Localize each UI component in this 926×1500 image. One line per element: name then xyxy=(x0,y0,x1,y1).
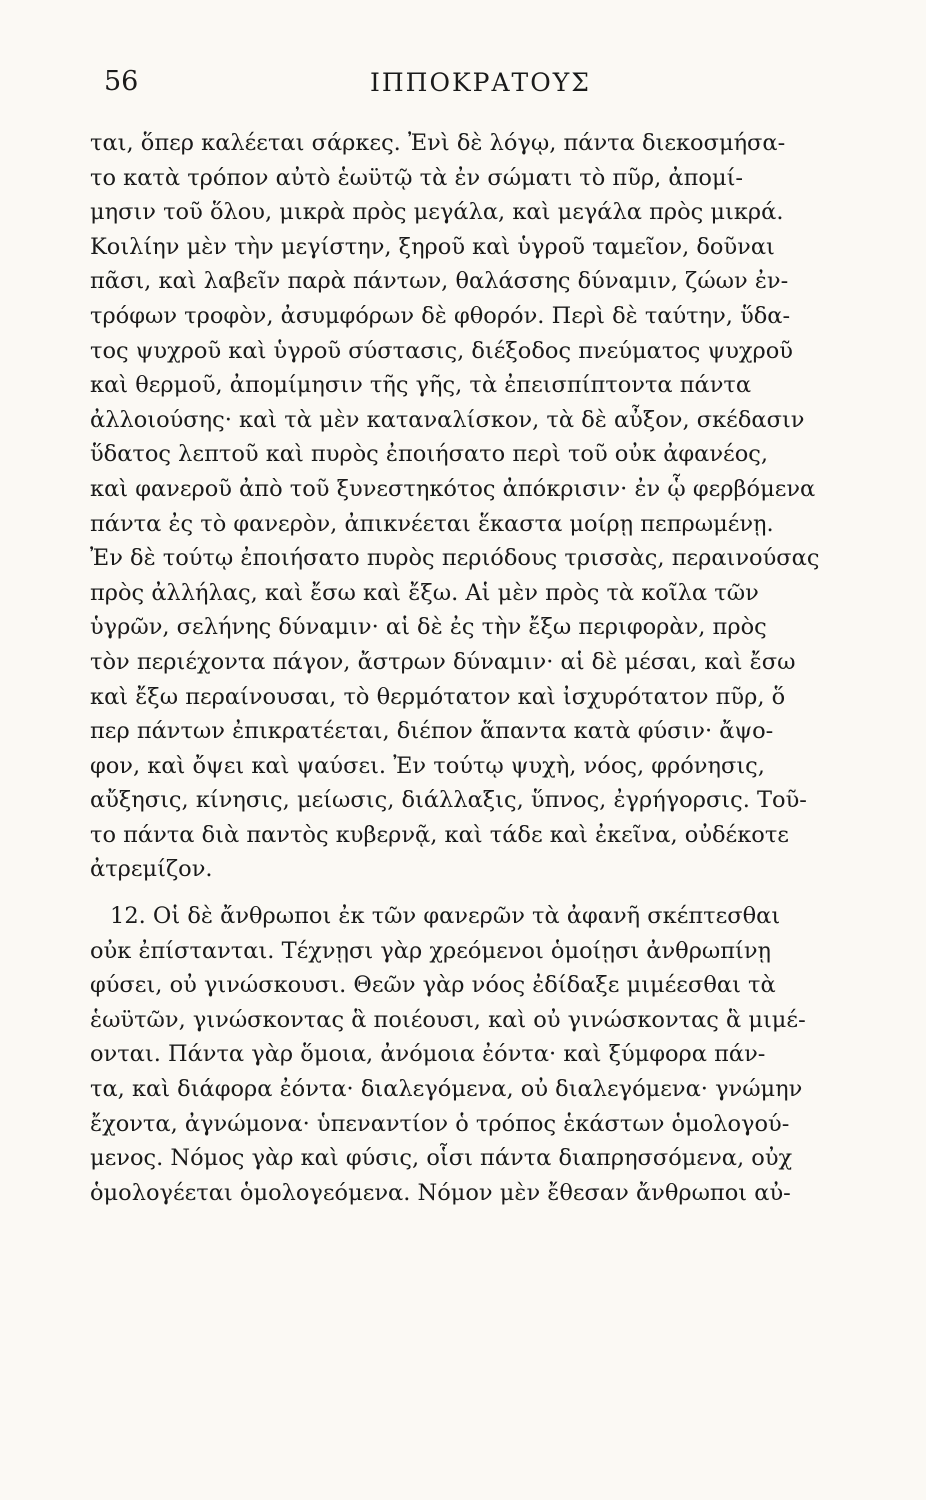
text-line: ἔχοντα, ἀγνώμονα· ὑπεναντίον ὁ τρόπος ἑκάστων ὁμολογού- xyxy=(90,1110,790,1137)
running-head: ΙΠΠΟΚΡΑΤΟΥΣ xyxy=(370,68,591,97)
paragraph-2 xyxy=(90,899,828,1210)
text-line: ἀλλοιούσης· καὶ τὰ μὲν καταναλίσκον, τὰ δὲ αὖξον, σκέδασιν xyxy=(90,406,805,433)
page-header xyxy=(104,66,824,106)
text-line: ὕδατος λεπτοῦ καὶ πυρὸς ἐποιήσατο περὶ τοῦ οὐκ ἀφανέος, xyxy=(90,441,769,468)
text-line: Κοιλίην μὲν τὴν μεγίστην, ξηροῦ καὶ ὑγροῦ ταμεῖον, δοῦναι xyxy=(90,233,775,260)
text-line: το πάντα διὰ παντὸς κυβερνᾷ, καὶ τάδε καὶ ἐκεῖνα, οὐδέκοτε xyxy=(90,821,789,848)
text-line: περ πάντων ἐπικρατέεται, διέπον ἅπαντα κατὰ φύσιν· ἄψο- xyxy=(90,718,774,745)
text-line: ὑγρῶν, σελήνης δύναμιν· αἱ δὲ ἐς τὴν ἔξω περιφορὰν, πρὸς xyxy=(90,614,767,641)
text-line: ἀτρεμίζον. xyxy=(90,856,213,883)
text-line: τὸν περιέχοντα πάγον, ἄστρων δύναμιν· αἱ δὲ μέσαι, καὶ ἔσω xyxy=(90,648,796,675)
text-line: καὶ θερμοῦ, ἀπομίμησιν τῆς γῆς, τὰ ἐπεισπίπτοντα πάντα xyxy=(90,372,752,399)
body-text xyxy=(90,126,828,1210)
text-line: πάντα ἐς τὸ φανερὸν, ἀπικνέεται ἕκαστα μοίρῃ πεπρωμένῃ. xyxy=(90,510,774,537)
page-number: 56 xyxy=(104,66,139,97)
paragraph-gap xyxy=(90,887,828,899)
text-line: οὐκ ἐπίστανται. Τέχνῃσι γὰρ χρεόμενοι ὁμοίῃσι ἀνθρωπίνῃ xyxy=(90,937,772,964)
text-line: πᾶσι, καὶ λαβεῖν παρὰ πάντων, θαλάσσης δύναμιν, ζώων ἐν- xyxy=(90,268,789,295)
text-line: μησιν τοῦ ὅλου, μικρὰ πρὸς μεγάλα, καὶ μεγάλα πρὸς μικρά. xyxy=(90,199,784,226)
text-line: τα, καὶ διάφορα ἐόντα· διαλεγόμενα, οὐ διαλεγόμενα· γνώμην xyxy=(90,1076,803,1103)
paragraph-1 xyxy=(90,126,828,887)
text-line: 12. Οἱ δὲ ἄνθρωποι ἐκ τῶν φανερῶν τὰ ἀφανῆ σκέπτεσθαι xyxy=(110,903,781,930)
text-line: το κατὰ τρόπον αὐτὸ ἑωϋτῷ τὰ ἐν σώματι τὸ πῦρ, ἀπομί- xyxy=(90,164,744,191)
text-line: καὶ φανεροῦ ἀπὸ τοῦ ξυνεστηκότος ἀπόκρισιν· ἐν ᾧ φερβόμενα xyxy=(90,475,816,502)
text-line: τρόφων τροφὸν, ἀσυμφόρων δὲ φθορόν. Περὶ δὲ ταύτην, ὕδα- xyxy=(90,302,791,329)
text-line: καὶ ἔξω περαίνουσαι, τὸ θερμότατον καὶ ἰσχυρότατον πῦρ, ὅ xyxy=(90,683,786,710)
text-line: ται, ὅπερ καλέεται σάρκες. Ἐνὶ δὲ λόγῳ, πάντα διεκοσμήσα- xyxy=(90,130,786,156)
text-line: φύσει, οὐ γινώσκουσι. Θεῶν γὰρ νόος ἐδίδαξε μιμέεσθαι τὰ xyxy=(90,972,776,999)
text-line: μενος. Νόμος γὰρ καὶ φύσις, οἷσι πάντα διαπρησσόμενα, οὐχ xyxy=(90,1145,793,1172)
text-line: Ἐν δὲ τούτῳ ἐποιήσατο πυρὸς περιόδους τρισσὰς, περαινούσας xyxy=(90,545,820,572)
text-line: πρὸς ἀλλήλας, καὶ ἔσω καὶ ἔξω. Αἱ μὲν πρὸς τὰ κοῖλα τῶν xyxy=(90,579,759,606)
text-line: ἑωϋτῶν, γινώσκοντας ἃ ποιέουσι, καὶ οὐ γινώσκοντας ἃ μιμέ- xyxy=(90,1006,806,1033)
text-line: τος ψυχροῦ καὶ ὑγροῦ σύστασις, διέξοδος πνεύματος ψυχροῦ xyxy=(90,337,793,364)
text-line: φον, καὶ ὄψει καὶ ψαύσει. Ἐν τούτῳ ψυχὴ, νόος, φρόνησις, xyxy=(90,752,765,779)
text-line: ονται. Πάντα γὰρ ὅμοια, ἀνόμοια ἐόντα· καὶ ξύμφορα πάν- xyxy=(90,1041,766,1068)
text-line: αὔξησις, κίνησις, μείωσις, διάλλαξις, ὕπνος, ἐγρήγορσις. Τοῦ- xyxy=(90,787,807,814)
text-line: ὁμολογέεται ὁμολογεόμενα. Νόμον μὲν ἔθεσαν ἄνθρωποι αὐ- xyxy=(90,1179,791,1206)
